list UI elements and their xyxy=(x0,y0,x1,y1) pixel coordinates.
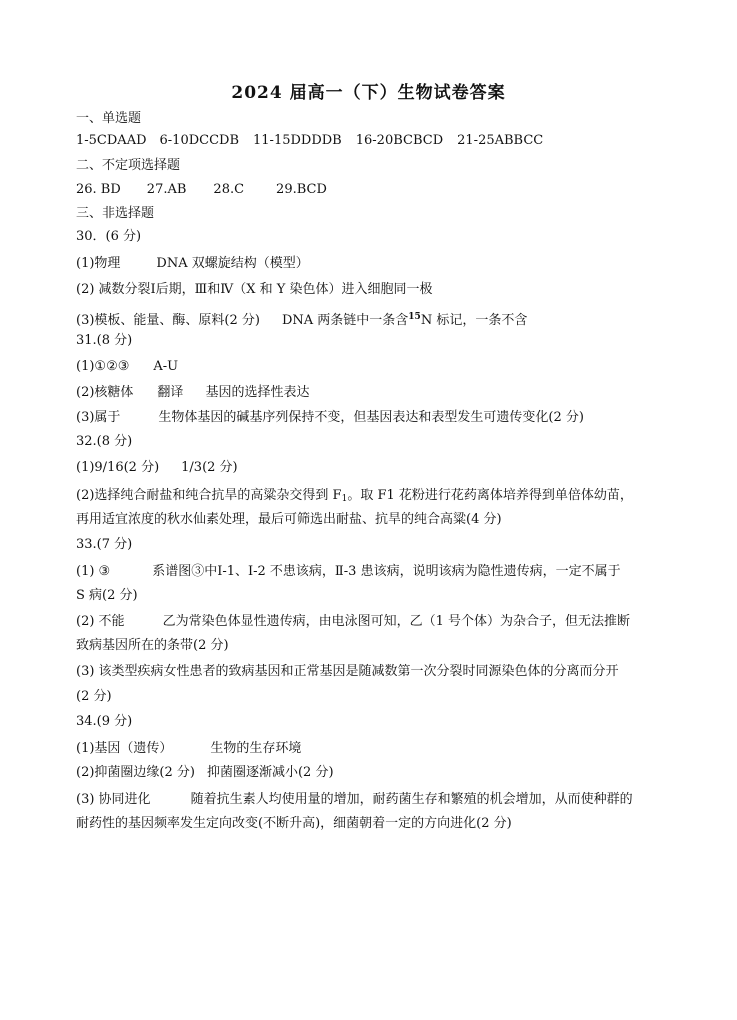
q32-answer-2b: 。取 F1 花粉进行花药离体培养得到单倍体幼苗， xyxy=(347,488,633,503)
q34-line-2 xyxy=(76,764,334,782)
q33-line-3: (3) 该类型疾病女性患者的致病基因和正常基因是随减数第一次分裂时同源染色体的分离而分开 xyxy=(76,664,619,679)
q31-line-3 xyxy=(76,409,584,427)
answer-group: 1-5CDAAD xyxy=(76,133,147,148)
multi-choice-answers xyxy=(76,181,327,199)
q31-line-2 xyxy=(76,384,309,402)
single-choice-answers xyxy=(76,132,543,150)
q31-answer-3b: 生物体基因的碱基序列保持不变，但基因表达和表型发生可遗传变化(2 分) xyxy=(158,410,584,425)
q34-line-3-cont: 耐药性的基因频率发生定向改变(不断升高)，细菌朝着一定的方向进化(2 分) xyxy=(76,816,512,831)
isotope-superscript: 15 xyxy=(408,312,421,322)
q34-answer-2b: 抑菌圈逐渐减小(2 分) xyxy=(206,765,334,780)
q32-line-2 xyxy=(76,487,633,508)
q31-line-1 xyxy=(76,358,178,376)
q30-answer-3b: DNA 两条链中一条含 xyxy=(281,313,409,328)
q33-answer-2a: (2) 不能 xyxy=(76,614,125,629)
q33-answer-1a: (1) ③ xyxy=(76,564,111,579)
q31-answer-2b: 翻译 xyxy=(157,385,184,400)
q33-line-3-cont: (2 分) xyxy=(76,689,112,704)
q34-header: 34.(9 分) xyxy=(76,714,133,729)
q34-line-1 xyxy=(76,740,301,758)
answer-group: 16-20BCBCD xyxy=(355,133,444,148)
q30-answer-1b: DNA 双螺旋结构（模型） xyxy=(156,256,309,271)
q32-header: 32.(8 分) xyxy=(76,434,133,449)
q31-answer-3a: (3)属于 xyxy=(76,410,121,425)
q31-answer-1b: A-U xyxy=(153,359,179,374)
q34-answer-2a: (2)抑菌圈边缘(2 分) xyxy=(76,765,195,780)
answer-group: 21-25ABBCC xyxy=(457,133,544,148)
q32-answer-1b: 1/3(2 分) xyxy=(181,460,238,475)
q30-line-3 xyxy=(76,308,527,330)
q30-header: 30．(6 分) xyxy=(76,229,142,244)
section-heading-non-choice: 三、非选择题 xyxy=(76,206,155,221)
q30-line-1 xyxy=(76,255,309,273)
q34-answer-1b: 生物的生存环境 xyxy=(210,741,302,756)
q33-line-1 xyxy=(76,563,621,581)
q33-answer-2b: 乙为常染色体显性遗传病，由电泳图可知，乙（1 号个体）为杂合子，但无法推断 xyxy=(162,614,630,629)
generation-subscript: 1 xyxy=(341,494,348,504)
answer-group: 6-10DCCDB xyxy=(159,133,240,148)
answer-group: 28.C xyxy=(213,182,245,197)
q32-answer-1a: (1)9/16(2 分) xyxy=(76,460,160,475)
q32-line-3: 再用适宜浓度的秋水仙素处理，最后可筛选出耐盐、抗旱的纯合高粱(4 分) xyxy=(76,512,502,527)
q31-answer-2a: (2)核糖体 xyxy=(76,385,134,400)
section-heading-multi-choice: 二、不定项选择题 xyxy=(76,158,181,173)
answer-group: 26. BD xyxy=(76,182,121,197)
q30-answer-3c: N 标记，一条不含 xyxy=(420,313,528,328)
section-heading-single-choice: 一、单选题 xyxy=(76,111,142,126)
q32-line-1 xyxy=(76,459,238,477)
q31-answer-2c: 基因的选择性表达 xyxy=(205,385,310,400)
answer-group: 29.BCD xyxy=(276,182,327,197)
q34-answer-3b: 随着抗生素人均使用量的增加，耐药菌生存和繁殖的机会增加，从而使种群的 xyxy=(190,792,633,807)
q33-line-2-cont: 致病基因所在的条带(2 分) xyxy=(76,638,229,653)
q33-header: 33.(7 分) xyxy=(76,537,133,552)
q31-header: 31.(8 分) xyxy=(76,333,133,348)
q31-answer-1a: (1)①②③ xyxy=(76,359,130,374)
q34-line-3 xyxy=(76,791,633,809)
q30-answer-3a: (3)模板、能量、酶、原料(2 分) xyxy=(76,313,260,328)
q33-line-2 xyxy=(76,613,630,631)
page-title: 2024 届高一（下）生物试卷答案 xyxy=(231,83,506,103)
q32-answer-2a: (2)选择纯合耐盐和纯合抗旱的高粱杂交得到 F xyxy=(76,488,342,503)
answer-group: 27.AB xyxy=(146,182,187,197)
q34-answer-3a: (3) 协同进化 xyxy=(76,792,151,807)
q30-line-2: (2) 减数分裂Ⅰ后期，Ⅲ和Ⅳ（X 和 Y 染色体）进入细胞同一极 xyxy=(76,282,433,297)
q33-line-1-cont: S 病(2 分) xyxy=(76,588,138,603)
q33-answer-1b: 系谱图③中Ⅰ-1、Ⅰ-2 不患该病，Ⅱ-3 患该病，说明该病为隐性遗传病，一定不属于 xyxy=(152,564,621,579)
answer-group: 11-15DDDDB xyxy=(253,133,342,148)
q34-answer-1a: (1)基因（遗传） xyxy=(76,741,173,756)
q30-answer-1a: (1)物理 xyxy=(76,256,121,271)
